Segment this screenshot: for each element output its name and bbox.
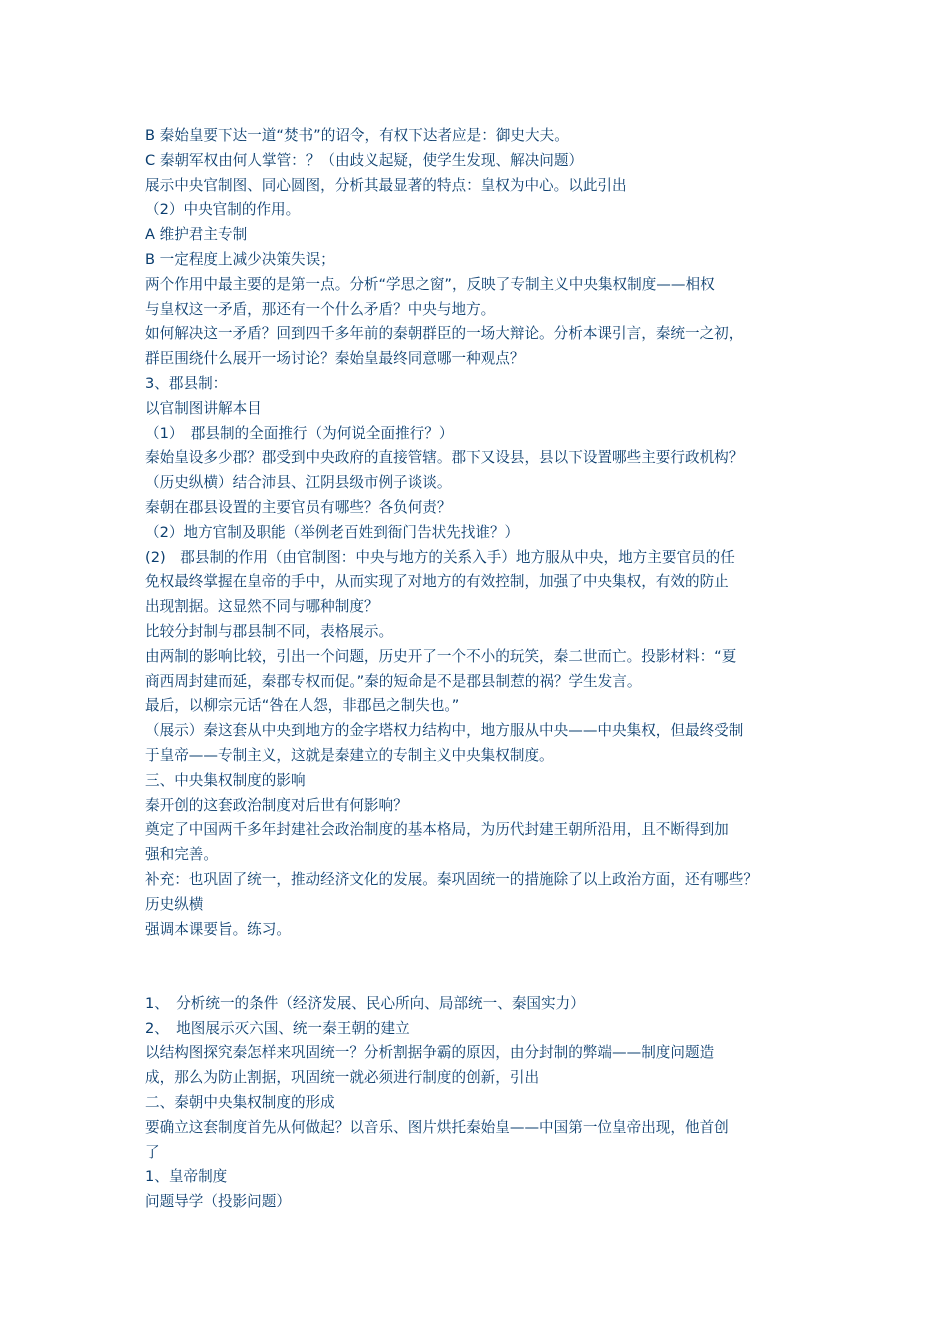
text-line: (2) 郡县制的作用（由官制图：中央与地方的关系入手）地方服从中央，地方主要官员的任	[145, 548, 735, 566]
text-line: 要确立这套制度首先从何做起？以音乐、图片烘托秦始皇——中国第一位皇帝出现，他首创	[145, 1118, 729, 1136]
section-heading: 三、中央集权制度的影响	[145, 771, 306, 789]
text-line: （展示）秦这套从中央到地方的金字塔权力结构中，地方服从中央——中央集权，但最终受制	[145, 722, 744, 740]
text-line: 比较分封制与郡县制不同，表格展示。	[145, 622, 394, 640]
text-line: 2、 地图展示灭六国、统一秦王朝的建立	[145, 1019, 410, 1037]
text-line: 强调本课要旨。练习。	[145, 920, 291, 938]
text-line: 免权最终掌握在皇帝的手中，从而实现了对地方的有效控制，加强了中央集权，有效的防止	[145, 573, 729, 591]
section-heading: 1、皇帝制度	[145, 1168, 228, 1186]
text-line: 秦始皇设多少郡？郡受到中央政府的直接管辖。郡下又设县，县以下设置哪些主要行政机构？	[145, 449, 744, 467]
text-line: 问题导学（投影问题）	[145, 1193, 291, 1211]
section-heading: 二、秦朝中央集权制度的形成	[145, 1094, 335, 1112]
text-line: （1） 郡县制的全面推行（为何说全面推行？）	[145, 424, 454, 442]
text-line: C 秦朝军权由何人掌管：？（由歧义起疑，使学生发现、解决问题）	[145, 151, 584, 169]
document-body	[145, 124, 825, 1215]
text-line: 如何解决这一矛盾？回到四千多年前的秦朝群臣的一场大辩论。分析本课引言，秦统一之初，	[145, 325, 744, 343]
text-line: 以结构图探究秦怎样来巩固统一？分析割据争霸的原因，由分封制的弊端——制度问题造	[145, 1044, 715, 1062]
text-line: 群臣围绕什么展开一场讨论？秦始皇最终同意哪一种观点？	[145, 350, 525, 368]
text-line: 强和完善。	[145, 846, 218, 864]
text-line: （2）中央官制的作用。	[145, 201, 301, 219]
text-line: 以官制图讲解本目	[145, 399, 262, 417]
text-line: 出现割据。这显然不同与哪种制度？	[145, 598, 379, 616]
text-line: 两个作用中最主要的是第一点。分析“学思之窗”，反映了专制主义中央集权制度——相权	[145, 275, 715, 293]
text-line: 奠定了中国两千多年封建社会政治制度的基本格局，为历代封建王朝所沿用，且不断得到加	[145, 821, 729, 839]
text-line: 秦朝在郡县设置的主要官员有哪些？各负何责？	[145, 498, 452, 516]
text-line: （历史纵横）结合沛县、江阴县级市例子谈谈。	[145, 474, 452, 492]
text-line: 最后，以柳宗元话“咎在人怨，非郡邑之制失也。”	[145, 697, 460, 715]
text-line: 成，那么为防止割据，巩固统一就必须进行制度的创新，引出	[145, 1069, 540, 1087]
text-line: 于皇帝——专制主义，这就是秦建立的专制主义中央集权制度。	[145, 746, 554, 764]
blank-gap	[145, 942, 825, 992]
text-line: 补充：也巩固了统一，推动经济文化的发展。秦巩固统一的措施除了以上政治方面，还有哪些？	[145, 870, 758, 888]
text-line: （2）地方官制及职能（举例老百姓到衙门告状先找谁？）	[145, 523, 520, 541]
text-line: B 一定程度上减少决策失误；	[145, 250, 335, 268]
text-line: 商西周封建而延，秦郡专权而促。”秦的短命是不是郡县制惹的祸？学生发言。	[145, 672, 642, 690]
text-line: 了	[145, 1143, 160, 1161]
text-line: 由两制的影响比较，引出一个问题，历史开了一个不小的玩笑，秦二世而亡。投影材料：“夏	[145, 647, 737, 665]
text-line: 展示中央官制图、同心圆图，分析其最显著的特点：皇权为中心。以此引出	[145, 176, 627, 194]
text-line: B 秦始皇要下达一道“焚书”的诏令，有权下达者应是：御史大夫。	[145, 127, 569, 144]
text-line: A 维护君主专制	[145, 226, 248, 244]
section-heading: 3、郡县制：	[145, 374, 228, 392]
text-line: 秦开创的这套政治制度对后世有何影响？	[145, 796, 408, 814]
text-line: 历史纵横	[145, 895, 204, 913]
text-line: 1、 分析统一的条件（经济发展、民心所向、局部统一、秦国实力）	[145, 994, 585, 1012]
text-line: 与皇权这一矛盾，那还有一个什么矛盾？中央与地方。	[145, 300, 496, 318]
